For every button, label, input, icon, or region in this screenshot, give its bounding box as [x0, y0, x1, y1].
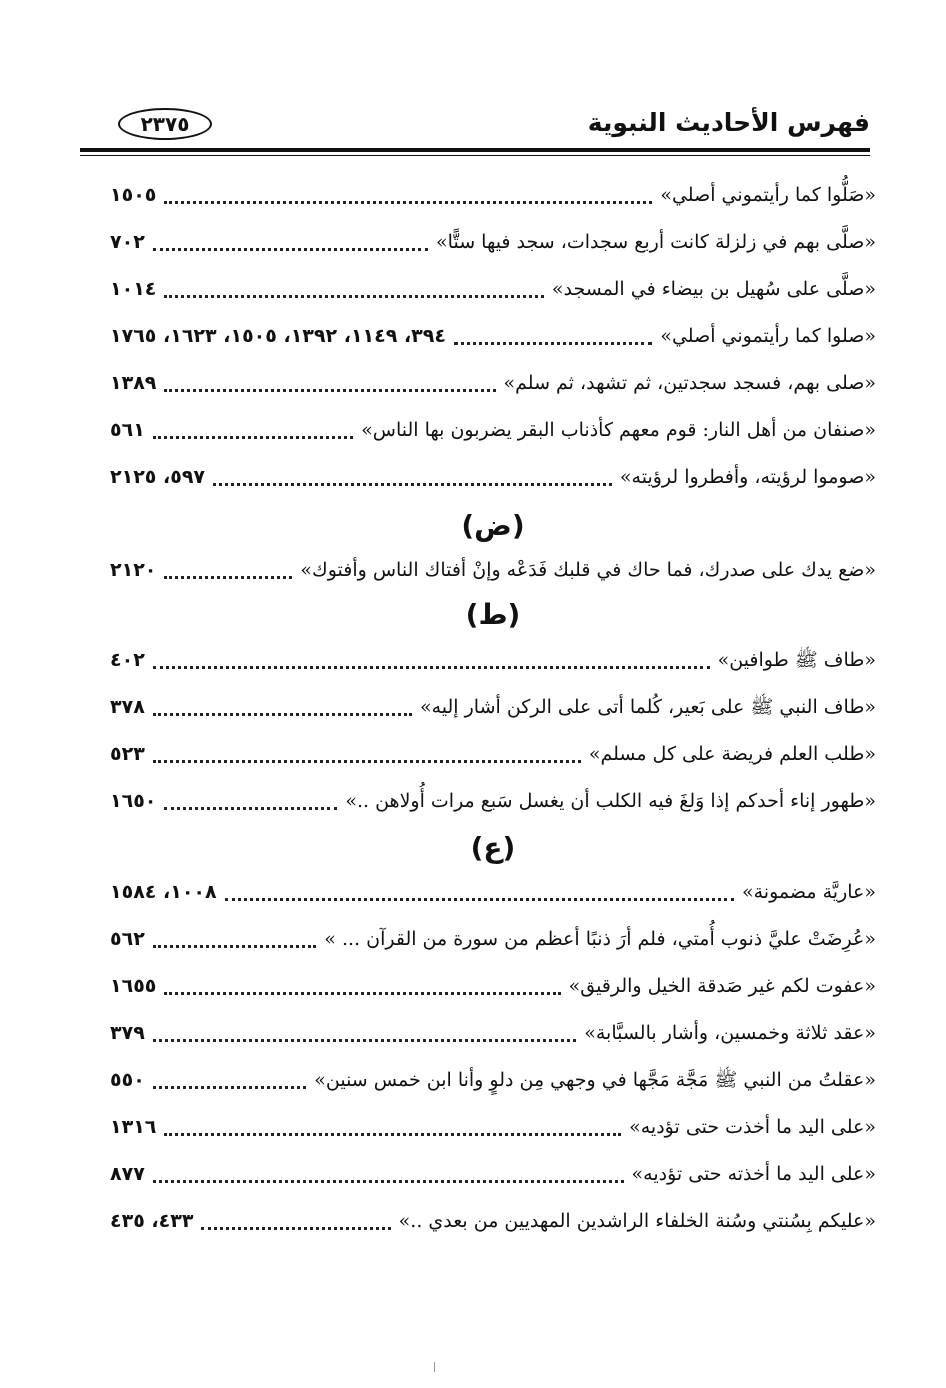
leader-dots — [225, 896, 734, 901]
hadith-numbers: ٢١٢٠ — [110, 559, 157, 581]
hadith-numbers: ٥٦١ — [110, 419, 145, 441]
leader-dots — [164, 805, 337, 810]
leader-dots — [454, 340, 652, 345]
hadith-text: «طاف النبي ﷺ على بَعير، كُلما أتى على الركن أشار إليه» — [419, 696, 876, 718]
index-entry — [110, 410, 876, 450]
hadith-text: «عليكم بِسُنتي وسُنة الخلفاء الراشدين المهديين من بعدي ..» — [398, 1210, 876, 1232]
hadith-numbers: ٥٢٣ — [110, 743, 145, 765]
hadith-numbers: ٤٣٣، ٤٣٥ — [110, 1210, 194, 1232]
hadith-text: «طهور إناء أحدكم إذا وَلغَ فيه الكلب أن يغسل سَبع مرات أُولاهن ..» — [345, 790, 876, 812]
leader-dots — [201, 1225, 390, 1230]
index-entry — [110, 222, 876, 262]
hadith-numbers: ١٠٠٨، ١٥٨٤ — [110, 881, 217, 903]
section-letter-heading: (ض) — [461, 509, 525, 542]
hadith-text: «عُرِضَتْ عليَّ ذنوب أُمتي، فلم أرَ ذنبًا أعظم من سورة من القرآن ... » — [324, 928, 876, 950]
index-entry — [110, 175, 876, 215]
index-entry — [110, 1201, 876, 1241]
header-rule-thin — [80, 155, 870, 156]
index-entry — [110, 734, 876, 774]
hadith-numbers: ٣٧٨ — [110, 696, 145, 718]
hadith-numbers: ٥٥٠ — [110, 1069, 145, 1091]
hadith-numbers: ١٥٠٥ — [110, 184, 157, 206]
hadith-numbers: ٣٩٤، ١١٤٩، ١٣٩٢، ١٥٠٥، ١٦٢٣، ١٧٦٥ — [110, 325, 446, 347]
hadith-numbers: ١٠١٤ — [110, 278, 157, 300]
leader-dots — [153, 758, 581, 763]
hadith-text: «صوموا لرؤيته، وأفطروا لرؤيته» — [619, 466, 876, 488]
hadith-numbers: ١٦٥٠ — [110, 790, 157, 812]
hadith-text: «على اليد ما أخذت حتى تؤديه» — [629, 1116, 876, 1138]
hadith-numbers: ٨٧٧ — [110, 1163, 145, 1185]
hadith-numbers: ١٣١٦ — [110, 1116, 157, 1138]
leader-dots — [153, 1084, 306, 1089]
index-entry — [110, 457, 876, 497]
leader-dots — [164, 574, 292, 579]
leader-dots — [153, 1178, 624, 1183]
hadith-numbers: ٥٩٧، ٢١٢٥ — [110, 466, 206, 488]
hadith-numbers: ٤٠٢ — [110, 649, 145, 671]
hadith-numbers: ١٦٥٥ — [110, 975, 157, 997]
margin-mark — [434, 1362, 435, 1372]
hadith-text: «صلَّى على سُهيل بن بيضاء في المسجد» — [551, 278, 876, 300]
leader-dots — [213, 481, 612, 486]
hadith-numbers: ١٣٨٩ — [110, 372, 157, 394]
hadith-text: «ضع يدك على صدرك، فما حاك في قلبك فَدَعْه وإنْ أفتاك الناس وأفتوك» — [300, 559, 876, 581]
index-entry — [110, 1060, 876, 1100]
index-entry — [110, 269, 876, 309]
index-entry — [110, 872, 876, 912]
hadith-text: «عقلتُ من النبي ﷺ مَجَّة مَجَّها في وجهي مِن دلوٍ وأنا ابن خمس سنين» — [314, 1069, 876, 1091]
index-entry — [110, 1013, 876, 1053]
leader-dots — [164, 387, 495, 392]
index-entry — [110, 687, 876, 727]
hadith-text: «صلى بهم، فسجد سجدتين، ثم تشهد، ثم سلم» — [503, 372, 876, 394]
hadith-text: «عقد ثلاثة وخمسين، وأشار بالسبَّابة» — [584, 1022, 876, 1044]
index-entry — [110, 919, 876, 959]
hadith-text: «طلب العلم فريضة على كل مسلم» — [588, 743, 876, 765]
section-letter-heading: (ط) — [465, 598, 521, 631]
page-header — [80, 100, 870, 152]
hadith-numbers: ٥٦٢ — [110, 928, 145, 950]
section-letter-heading: (ع) — [470, 831, 516, 864]
leader-dots — [153, 711, 412, 716]
index-entry — [110, 1154, 876, 1194]
index-entry — [110, 316, 876, 356]
hadith-text: «طاف ﷺ طوافين» — [717, 649, 876, 671]
hadith-text: «عفوت لكم غير صَدقة الخيل والرقيق» — [568, 975, 876, 997]
leader-dots — [153, 246, 428, 251]
leader-dots — [153, 664, 710, 669]
index-entry — [110, 966, 876, 1006]
leader-dots — [153, 1037, 576, 1042]
hadith-text: «صنفان من أهل النار: قوم معهم كأذناب البقر يضربون بها الناس» — [361, 419, 876, 441]
hadith-text: «عاريَّة مضمونة» — [742, 881, 876, 903]
hadith-text: «صلوا كما رأيتموني أصلي» — [660, 325, 876, 347]
hadith-text: «صَلُّوا كما رأيتموني أصلي» — [660, 184, 876, 206]
header-rule-thick — [80, 148, 870, 152]
leader-dots — [164, 990, 560, 995]
hadith-numbers: ٧٠٢ — [110, 231, 145, 253]
leader-dots — [164, 293, 543, 298]
running-title: فهرس الأحاديث النبوية — [587, 108, 870, 137]
index-entry — [110, 781, 876, 821]
hadith-text: «على اليد ما أخذته حتى تؤديه» — [631, 1163, 876, 1185]
leader-dots — [153, 434, 353, 439]
index-entry — [110, 1107, 876, 1147]
hadith-numbers: ٣٧٩ — [110, 1022, 145, 1044]
page-number-frame — [118, 108, 212, 140]
leader-dots — [164, 1131, 621, 1136]
leader-dots — [153, 943, 317, 948]
index-entry — [110, 363, 876, 403]
page-number: ٢٣٧٥ — [140, 112, 190, 136]
index-entry — [110, 550, 876, 590]
index-entry — [110, 640, 876, 680]
hadith-text: «صلَّى بهم في زلزلة كانت أربع سجدات، سجد فيها ستًّا» — [436, 231, 876, 253]
leader-dots — [164, 199, 652, 204]
